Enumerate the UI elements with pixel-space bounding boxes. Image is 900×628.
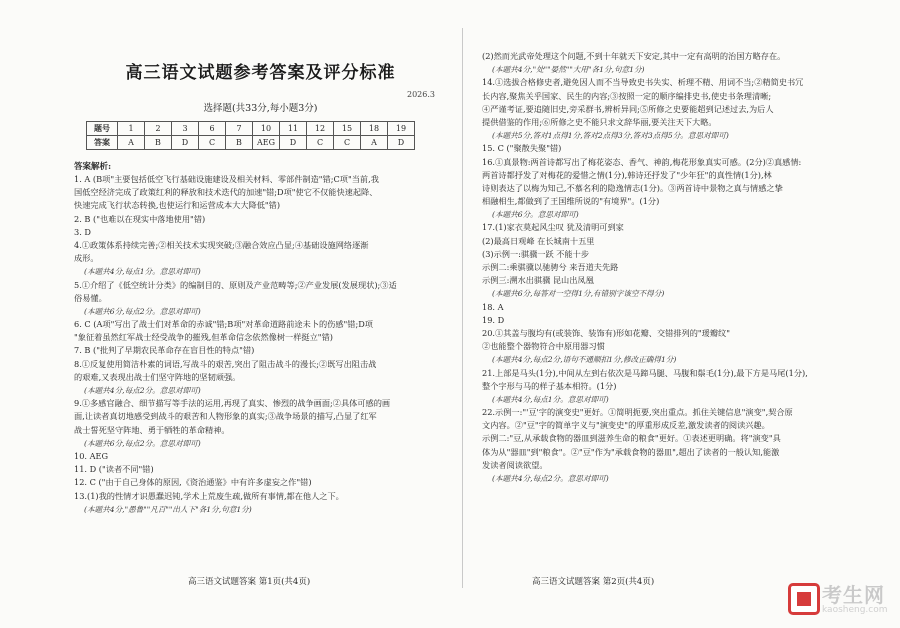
table-cell: A	[118, 136, 145, 150]
answer-line: 5.①介绍了《低空统计分类》的编制目的、原则及产业范畴等;②产业发展(发展现状);③适	[74, 279, 397, 290]
answer-line: 发读者阅读欲望。	[482, 459, 548, 470]
watermark-url: kaosheng.com	[822, 605, 888, 615]
table-cell: D	[172, 136, 199, 150]
answer-line: 两首诗都抒发了对梅花的爱惜之情(1分),韩诗还抒发了"少年狂"的真性情(1分),林	[482, 169, 772, 180]
answer-table	[86, 121, 415, 150]
answer-line: 2. B ("也难以在现实中落地使用"错)	[74, 213, 206, 224]
answer-table-answer-row	[87, 136, 415, 150]
answer-line: 16.①真景物:两首诗都写出了梅花姿态、香气、神韵,梅花形象真实可感。(2分)②真感情:	[482, 156, 802, 167]
right-page	[482, 0, 857, 628]
table-cell: C	[307, 136, 334, 150]
answer-line: 4.①政策体系持续完善;②相关技术实现突破;③融合效应凸显;④基础设施网络逐渐	[74, 239, 369, 250]
page-divider	[462, 28, 463, 588]
table-cell: B	[145, 136, 172, 150]
scoring-note: (本题共6分。意思对即可)	[492, 210, 579, 220]
scoring-note: (本题共4分,每点2分。意思对即可)	[492, 474, 609, 483]
table-cell: C	[334, 136, 361, 150]
answer-line: 6. C (A项"写出了战士们对革命的赤诚"错;B项"对革命道路前途未卜的伤感"错;D项	[74, 319, 373, 330]
scoring-note: (本题共4分,每点2分。意思对即可)	[84, 386, 201, 395]
answer-line: 成形。	[74, 253, 99, 264]
answer-line: 9.①多感官融合、细节描写等手法的运用,再现了真实、惨烈的战争画面;②具体可感的画	[74, 398, 391, 409]
document-date: 2026.3	[407, 90, 435, 99]
answer-line: 提供借鉴的作用;⑥所修之史不能只求文辞华丽,要关注天下大略。	[482, 116, 717, 127]
answer-line: 1. A (B项"主要包括低空飞行基础设施建设及相关材料、零部件制造"错;C项"当前,我	[74, 174, 379, 184]
site-watermark	[788, 577, 900, 628]
table-cell: 12	[307, 122, 334, 136]
answer-line: 3. D	[74, 226, 91, 237]
left-page	[68, 0, 453, 628]
table-cell: A	[361, 136, 388, 150]
answer-line: 10. AEG	[74, 450, 109, 461]
table-cell: 2	[145, 122, 172, 136]
right-page-footer: 高三语文试题答案 第2页(共4页)	[532, 577, 655, 587]
answer-line: 17.(1)家衣莫起风尘叹 犹及清明可到家	[482, 222, 624, 233]
answer-line: 20.①其盖与腹均有(或装饰、装饰有)形如花瓣、交错排列的"瑗瓣纹"	[482, 327, 731, 338]
answer-line: 长内容,聚焦关乎国家、民生的内容;③按照一定的顺序编排史书,使史书条理清晰;	[482, 90, 772, 101]
answer-line: 体为从"器皿"到"粮食"。②"豆"作为"承载食物的器皿",超出了读者的一般认知,能激	[482, 446, 780, 457]
answer-line: 相融相生,都做到了王国维所说的"有境界"。(1分)	[482, 196, 660, 207]
answer-line: 14.①选拔合格修史者,避免因人而不当导致史书失实、析理不精、用词不当;②精简史书冗	[482, 77, 804, 88]
answer-line: (2)然而光武帝处理这个问题,不到十年就天下安定,其中一定有高明的治国方略存在。	[482, 51, 786, 61]
answer-line: 13.(1)我的性情才识愚蠢迟钝,学术上荒废生疏,做所有事情,都在他人之下。	[74, 490, 344, 501]
scoring-note: (本题共4分,"处""晏然""大用"各1分,句意1分)	[492, 65, 645, 75]
right-answer-list	[482, 50, 808, 485]
table-cell: 19	[388, 122, 415, 136]
answer-line: 12. C ("由于自己身体的原因,《资治通鉴》中有许多虚妄之作"错)	[74, 477, 312, 488]
table-cell: 3	[172, 122, 199, 136]
answer-table-number-row	[87, 122, 415, 136]
choice-section-heading: 选择题(共33分,每小题3分)	[203, 103, 318, 114]
scoring-note: (本题共4分,"愚鲁""凡百""出人下"各1分,句意1分)	[84, 504, 252, 514]
left-answer-list	[74, 173, 397, 516]
answer-line: 示例二:"豆,从承载食物的器皿到滋养生命的粮食"更好。①表述更明确。将"演变"具	[482, 433, 781, 444]
answer-line: 15. C ("聚散失聚"错)	[482, 143, 562, 154]
answer-line: 示例二:乘骐骥以驰骋兮 来吾道夫先路	[482, 262, 619, 272]
table-cell: 18	[361, 122, 388, 136]
table-number-label: 题号	[87, 122, 118, 136]
answer-line: 21.上部是马头(1分),中间从左到右依次是马蹄马腿、马腹和鬃毛(1分),最下方是马尾(1分),	[482, 367, 808, 378]
table-answer-label: 答案	[87, 136, 118, 150]
table-cell: 6	[199, 122, 226, 136]
scoring-note: (本题共4分,每点1分。意思对即可)	[84, 267, 201, 277]
scoring-note: (本题共6分,每答对一空得1分,有错别字该空不得分)	[492, 289, 665, 299]
analysis-section-label: 答案解析:	[74, 162, 112, 172]
table-cell: 15	[334, 122, 361, 136]
table-cell: B	[226, 136, 253, 150]
answer-line: 诗则表达了以梅为知己,不慕名利的隐逸情志(1分)。③两首诗中景物之真与情感之挚	[482, 182, 783, 193]
answer-line: 示例三:溯水出骐骥 昆山出凤凰	[482, 275, 594, 286]
table-cell: D	[280, 136, 307, 150]
table-cell: 7	[226, 122, 253, 136]
answer-line: 22.示例一:"'豆'字的演变史"更好。①简明扼要,突出重点。抓住关键信息"演变",契合原	[482, 407, 793, 418]
scoring-note: (本题共6分,每点2分。意思对即可)	[84, 306, 201, 316]
table-cell: D	[388, 136, 415, 150]
scoring-note: (本题共4分,每点2分,语句不通顺扣1分,修改正确得1分)	[492, 355, 677, 365]
answer-line: (2)最高日观峰 在长城南十五里	[482, 235, 595, 246]
answer-line: "象征着虽然红军战士经受战争的摧残,但革命信念依然像树一样挺立"错)	[74, 332, 333, 343]
answer-line: 国低空经济完成了政策红利的释放和技术迭代的加速"错;D项"使它不仅能快速起降、	[74, 187, 378, 198]
answer-line: ④严谨考证,要追随旧史,旁采群书,辨析异同;⑤所修之史要能超到记述过去,为后人	[482, 103, 774, 114]
answer-line: 8.①反复使用简洁朴素的词语,写战斗的艰苦,突出了阻击战斗的漫长;②既写出阻击战	[74, 358, 377, 369]
answer-line: 11. D ("读者不同"错)	[74, 464, 154, 475]
answer-line: 的艰难,又表现出战士们坚守阵地的坚韧顽强。	[74, 371, 241, 382]
table-cell: AEG	[253, 136, 280, 150]
answer-line: (3)示例一:骐骥一跃 不能十步	[482, 248, 590, 259]
document-title: 高三语文试题参考答案及评分标准	[125, 63, 396, 83]
answer-line: 面,让读者真切地感受到战斗的艰苦和人物形象的真实;③战争场景的描写,凸显了红军	[74, 411, 377, 422]
watermark-logo-icon	[788, 583, 820, 615]
scoring-note: (本题共4分,每点1分。意思对即可)	[492, 394, 609, 404]
table-cell: 10	[253, 122, 280, 136]
scoring-note: (本题共6分,每点2分。意思对即可)	[84, 438, 201, 448]
answer-line: 文内容。②"豆"字的简单字义与"演变史"的厚重形成反差,激发读者的阅读兴趣。	[482, 420, 770, 431]
answer-line: 18. A	[482, 301, 504, 312]
left-page-footer: 高三语文试题答案 第1页(共4页)	[188, 577, 311, 587]
table-cell: 11	[280, 122, 307, 136]
table-cell: C	[199, 136, 226, 150]
watermark-name: 考生网	[822, 583, 885, 607]
answer-line: 俗易懂。	[74, 292, 107, 303]
answer-line: 快速完成飞行状态转换,也使运行和运营成本大大降低"错)	[74, 200, 281, 211]
table-cell: 1	[118, 122, 145, 136]
answer-line: 战士誓死坚守阵地、勇于牺牲的革命精神。	[74, 424, 230, 435]
answer-line: ②也能整个器物符合中原用器习惯	[482, 341, 605, 352]
answer-line: 7. B ("批判了早期农民革命存在盲目性的特点"错)	[74, 345, 255, 356]
scoring-note: (本题共5分,答对1点得1分,答对2点得3分,答对3点得5分。意思对即可)	[492, 131, 729, 141]
answer-line: 19. D	[482, 314, 505, 325]
answer-line: 整个字形与马的样子基本相符。(1分)	[482, 380, 617, 391]
